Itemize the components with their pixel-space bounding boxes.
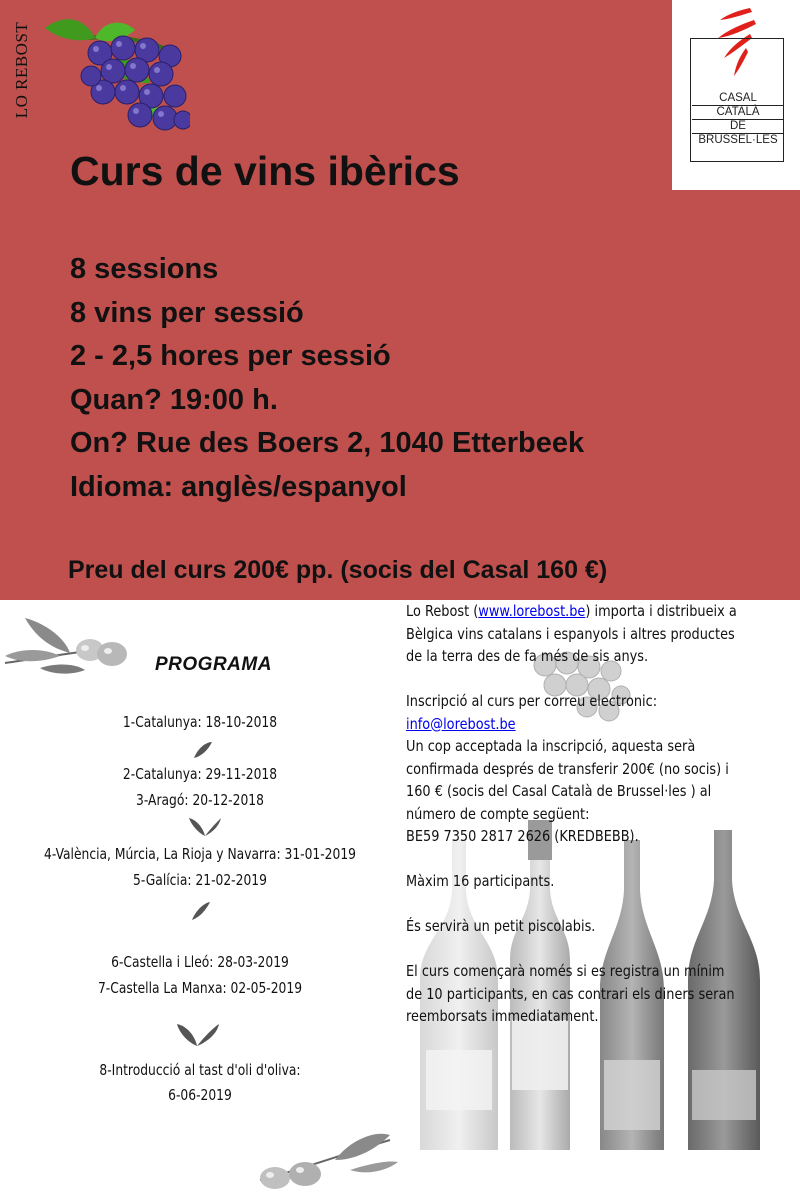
- bank-account: BE59 7350 2817 2626 (KREDBEBB).: [406, 827, 639, 845]
- max-participants: Màxim 16 participants.: [406, 872, 555, 890]
- programa-item-2: 2-Catalunya: 29-11-2018: [122, 765, 278, 783]
- logo-line: BRUSSEL·LES: [698, 134, 778, 146]
- programa-item-6: 6-Castella i Lleó: 28-03-2019: [111, 953, 289, 971]
- leaf-icon: [192, 740, 214, 760]
- signup-line: Inscripció al curs per correu electronic:: [406, 692, 658, 710]
- intro-line: Bèlgica vins catalans i espanyols i altres productes: [406, 624, 735, 643]
- logo-line: CASAL: [692, 92, 784, 106]
- logo-text: [692, 92, 784, 147]
- casal-logo: [672, 0, 800, 190]
- snack-note: És servirà un petit piscolabis.: [406, 917, 596, 935]
- programa-item-1: 1-Catalunya: 18-10-2018: [122, 713, 278, 731]
- brand-vertical-text: LO REBOST: [12, 21, 31, 119]
- confirm-line: Un cop acceptada la inscripció, aquesta serà: [406, 737, 696, 755]
- website-link[interactable]: www.lorebost.be: [478, 602, 586, 620]
- programa-item-8-date: 6-06-2019: [168, 1086, 232, 1104]
- detail-location: On? Rue des Boers 2, 1040 Etterbeek: [70, 427, 585, 459]
- confirm-line: 160 € (socis del Casal Català de Brussel·les ) al: [406, 782, 712, 800]
- intro-line: de la terra des de fa més de sis anys.: [406, 647, 649, 665]
- programa-item-7: 7-Castella La Manxa: 02-05-2019: [97, 979, 303, 997]
- confirm-line: confirmada després de transferir 200€ (no socis) i: [406, 759, 729, 778]
- course-price: Preu del curs 200€ pp. (socis del Casal 160 €): [68, 556, 608, 584]
- programa-item-3: 3-Aragó: 20-12-2018: [136, 791, 264, 809]
- programa-item-4: 4-València, Múrcia, La Rioja y Navarra: 31-01-2019: [44, 845, 356, 863]
- olive-branch-icon: [250, 1120, 400, 1190]
- lower-panel: [0, 600, 800, 1200]
- grapes-icon: [25, 8, 190, 138]
- info-text: [406, 600, 776, 1028]
- condition-line: de 10 participants, en cas contrari els diners seran: [406, 984, 735, 1003]
- email-link[interactable]: info@lorebost.be: [406, 714, 516, 733]
- leaf-icon: [190, 900, 212, 922]
- intro-prefix: Lo Rebost (: [406, 602, 479, 620]
- detail-sessions: 8 sessions: [70, 253, 219, 285]
- detail-wines: 8 vins per sessió: [70, 296, 304, 329]
- detail-duration: 2 - 2,5 hores per sessió: [70, 340, 391, 372]
- condition-line: reemborsats immediatament.: [406, 1007, 599, 1025]
- course-details: [70, 248, 584, 509]
- leaf-pair-icon: [187, 816, 223, 838]
- olive-branch-icon: [0, 608, 150, 678]
- page-title: Curs de vins ibèrics: [70, 148, 460, 194]
- logo-line: DE: [692, 120, 784, 134]
- confirm-line: número de compte següent:: [406, 804, 590, 823]
- programa-heading: PROGRAMA: [155, 654, 272, 675]
- intro-line1-suffix: ) importa i distribueix a: [585, 602, 737, 620]
- condition-line: El curs començarà només si es registra un mínim: [406, 962, 725, 980]
- detail-language: Idioma: anglès/espanyol: [70, 470, 407, 503]
- logo-line: CATALÀ: [692, 106, 784, 120]
- programa-item-5: 5-Galícia: 21-02-2019: [133, 871, 267, 889]
- leaf-pair-icon: [175, 1022, 221, 1048]
- detail-time: Quan? 19:00 h.: [70, 383, 278, 416]
- programa-item-8: 8-Introducció al tast d'oli d'oliva:: [99, 1061, 301, 1079]
